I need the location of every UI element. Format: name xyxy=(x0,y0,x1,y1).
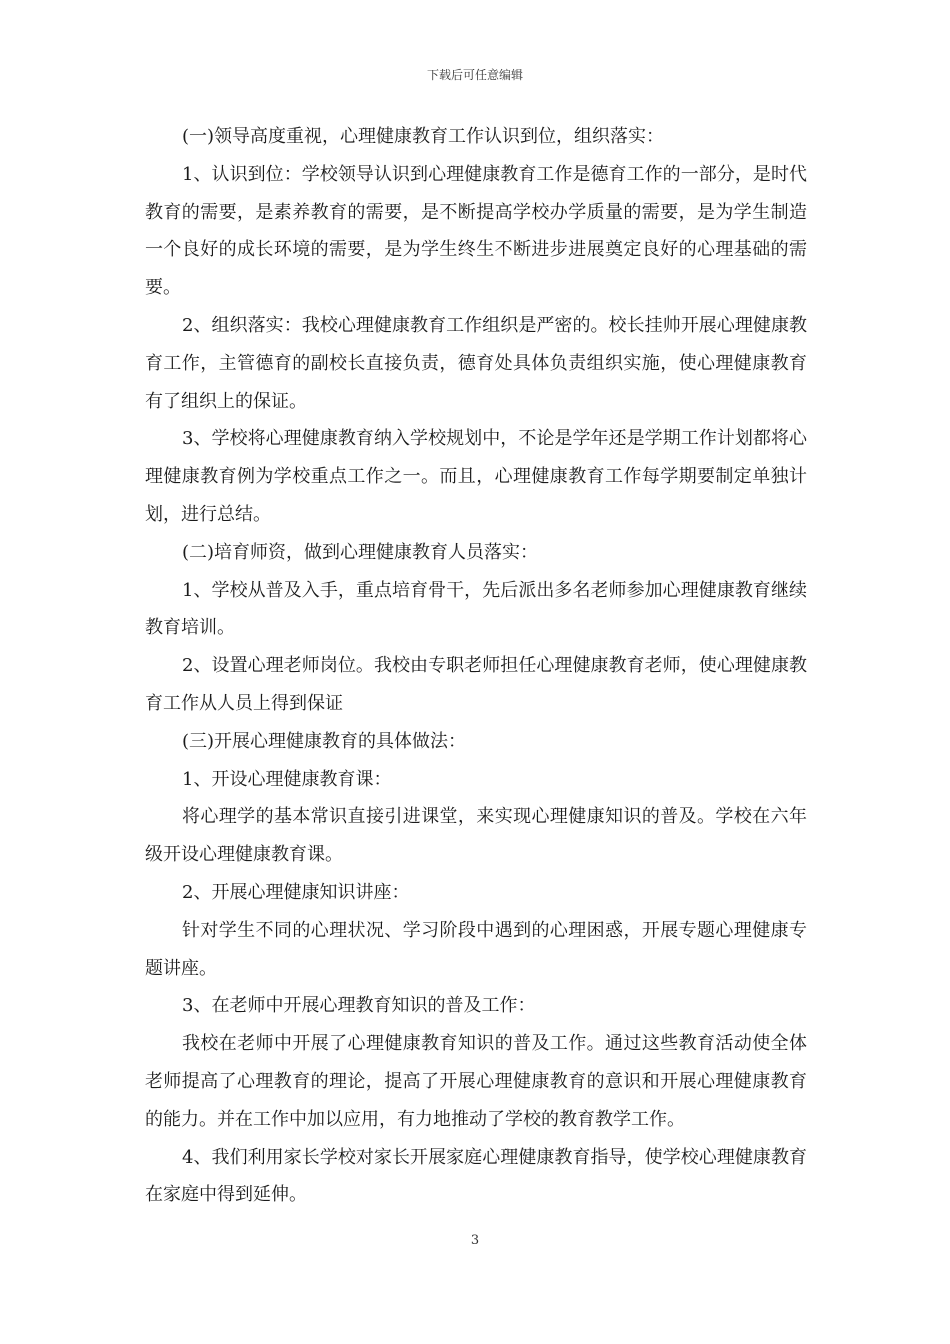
paragraph: 将心理学的基本常识直接引进课堂，来实现心理健康知识的普及。学校在六年级开设心理健康教育课。 xyxy=(145,806,807,866)
subheading: 3、在老师中开展心理教育知识的普及工作： xyxy=(182,995,536,1017)
section-heading-2: (二)培育师资，做到心理健康教育人员落实： xyxy=(182,541,539,563)
subheading: 2、开展心理健康知识讲座： xyxy=(182,881,410,903)
page-header: 下载后可任意编辑 xyxy=(426,68,523,82)
paragraph: 3、学校将心理健康教育纳入学校规划中，不论是学年还是学期工作计划都将心理健康教育例为学校重点工作之一。而且，心理健康教育工作每学期要制定单独计划，进行总结。 xyxy=(145,428,807,525)
paragraph: 我校在老师中开展了心理健康教育知识的普及工作。通过这些教育活动使全体老师提高了心理教育的理论，提高了开展心理健康教育的意识和开展心理健康教育的能力。并在工作中加以应用，有力地推动了学校的教育教学工作。 xyxy=(145,1033,807,1130)
paragraph: 4、我们利用家长学校对家长开展家庭心理健康教育指导，使学校心理健康教育在家庭中得到延伸。 xyxy=(145,1146,807,1206)
page-number: 3 xyxy=(470,1233,480,1248)
section-heading-1: (一)领导高度重视，心理健康教育工作认识到位，组织落实： xyxy=(182,126,665,147)
paragraph: 2、组织落实：我校心理健康教育工作组织是严密的。校长挂帅开展心理健康教育工作，主管德育的副校长直接负责，德育处具体负责组织实施，使心理健康教育有了组织上的保证。 xyxy=(145,314,807,412)
document-body xyxy=(145,118,807,1214)
section-heading-3: (三)开展心理健康教育的具体做法： xyxy=(182,730,467,752)
paragraph: 1、学校从普及入手，重点培育骨干，先后派出多名老师参加心理健康教育继续教育培训。 xyxy=(145,579,807,639)
paragraph: 1、认识到位：学校领导认识到心理健康教育工作是德育工作的一部分，是时代教育的需要，是素养教育的需要，是不断提高学校办学质量的需要，是为学生制造一个良好的成长环境的需要，是为学生终生不断进步进展奠定良好的心理基础的需要。 xyxy=(145,163,807,299)
subheading: 1、开设心理健康教育课： xyxy=(182,768,392,790)
paragraph: 针对学生不同的心理状况、学习阶段中遇到的心理困惑，开展专题心理健康专题讲座。 xyxy=(145,919,807,979)
paragraph: 2、设置心理老师岗位。我校由专职老师担任心理健康教育老师，使心理健康教育工作从人员上得到保证 xyxy=(145,655,807,714)
